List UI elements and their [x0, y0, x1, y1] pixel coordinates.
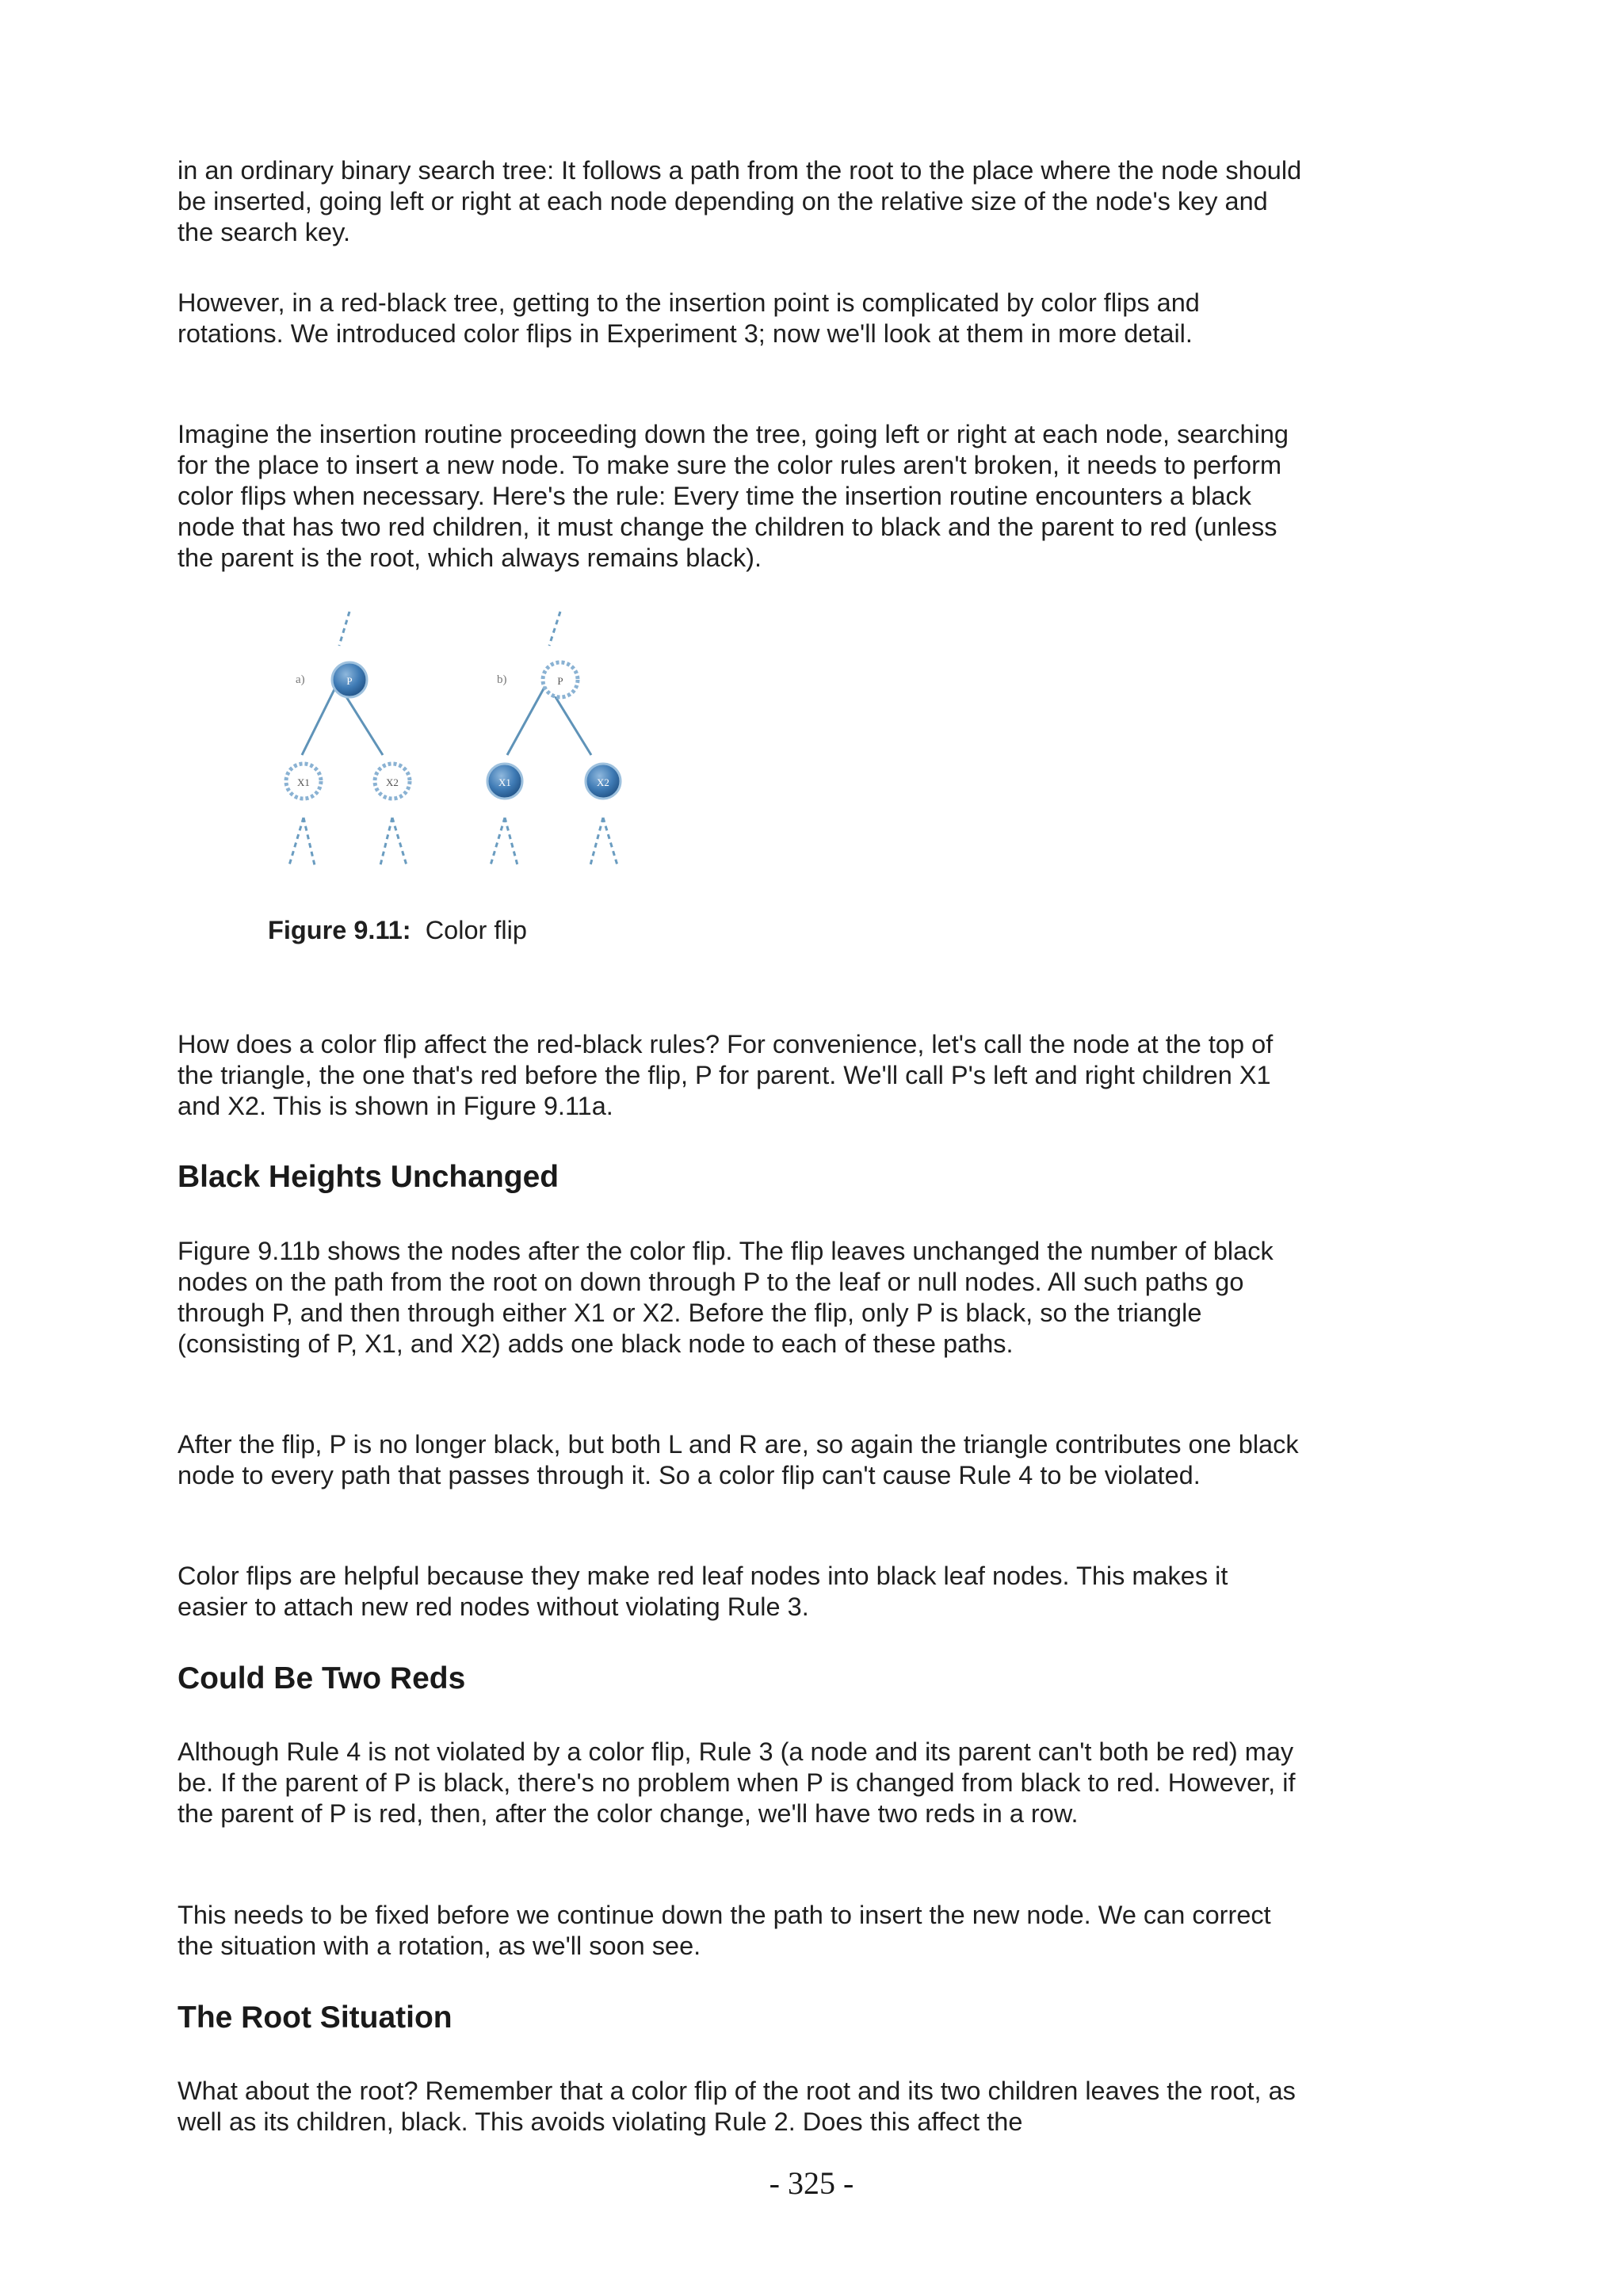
panel-a-parent-node — [332, 662, 367, 697]
color-flip-figure — [265, 610, 646, 879]
paragraph-color-flip-rule: Imagine the insertion routine proceeding down the tree, going left or right at each node, searching for the place to insert a new node. To make sure the color rules aren't broken, it needs to perform color flips when necessary. Here's the rule: Every time the insertion routine encounters a black node that has two red children, it must change the children to black and the parent to red (unless the parent is the root, which always remains black). — [178, 420, 1289, 572]
panel-a-right-child-label: X2 — [386, 776, 399, 788]
paragraph-after-flip: Figure 9.11b shows the nodes after the color flip. The flip leaves unchanged the number of black nodes on the path from the root on down through P to the leaf or null nodes. All such paths go through P, and then through either X1 or X2. Before the flip, only P is black, so the triangle (consisting of P, X1, and X2) adds one black node to each of these paths. — [178, 1237, 1274, 1358]
panel-b-right-child-label: X2 — [597, 776, 609, 788]
panel-a-label: a) — [296, 673, 305, 686]
heading-could-be-two-reds: Could Be Two Reds — [178, 1661, 466, 1695]
panel-b-parent-node — [543, 662, 578, 697]
panel-b-right-child-node — [586, 764, 621, 799]
panel-a-left-child-label: X1 — [297, 776, 310, 788]
panel-a-left-child-node — [286, 764, 321, 799]
page-number: - 325 - — [769, 2165, 854, 2201]
paragraph-color-flip-effect: How does a color flip affect the red-black rules? For convenience, let's call the node at the top of the triangle, the one that's red before the flip, P for parent. We'll call P's left and right children X1 and X2. This is shown in Figure 9.11a. — [178, 1030, 1274, 1120]
figure-caption-text: Color flip — [425, 916, 527, 944]
panel-b-left-child-label: X1 — [498, 776, 511, 788]
paragraph-rule-3: Although Rule 4 is not violated by a color flip, Rule 3 (a node and its parent can't both be red) may be. If the parent of P is black, there's no problem when P is changed from black to red. However, if the parent of P is red, then, after the color change, we'll have two reds in a row. — [178, 1737, 1296, 1828]
panel-a-parent-label: P — [346, 675, 353, 687]
paragraph-red-black-insertion: However, in a red-black tree, getting to the insertion point is complicated by color flips and rotations. We introduced color flips in Experiment 3; now we'll look at them in more detail. — [178, 288, 1200, 348]
paragraph-rule-4: After the flip, P is no longer black, but both L and R are, so again the triangle contributes one black node to every path that passes through it. So a color flip can't cause Rule 4 to be violated. — [178, 1430, 1299, 1489]
panel-b-parent-label: P — [557, 675, 563, 687]
panel-b-left-child-node — [487, 764, 522, 799]
panel-a-right-child-node — [375, 764, 410, 799]
paragraph-rotation-fix: This needs to be fixed before we continue down the path to insert the new node. We can correct the situation with a rotation, as we'll soon see. — [178, 1901, 1271, 1960]
panel-b-label: b) — [497, 673, 507, 686]
heading-root-situation: The Root Situation — [178, 2000, 453, 2035]
figure-caption-label: Figure 9.11: — [268, 916, 411, 944]
paragraph-intro: in an ordinary binary search tree: It follows a path from the root to the place where the node should be inserted, going left or right at each node depending on the relative size of the node's key and the search key. — [178, 156, 1302, 246]
paragraph-root: What about the root? Remember that a color flip of the root and its two children leaves the root, as well as its children, black. This avoids violating Rule 2. Does this affect the — [178, 2077, 1296, 2136]
figure-caption — [268, 915, 527, 946]
heading-black-heights-unchanged: Black Heights Unchanged — [178, 1160, 559, 1194]
paragraph-helpful-flips: Color flips are helpful because they make red leaf nodes into black leaf nodes. This makes it easier to attach new red nodes without violating Rule 3. — [178, 1562, 1228, 1621]
